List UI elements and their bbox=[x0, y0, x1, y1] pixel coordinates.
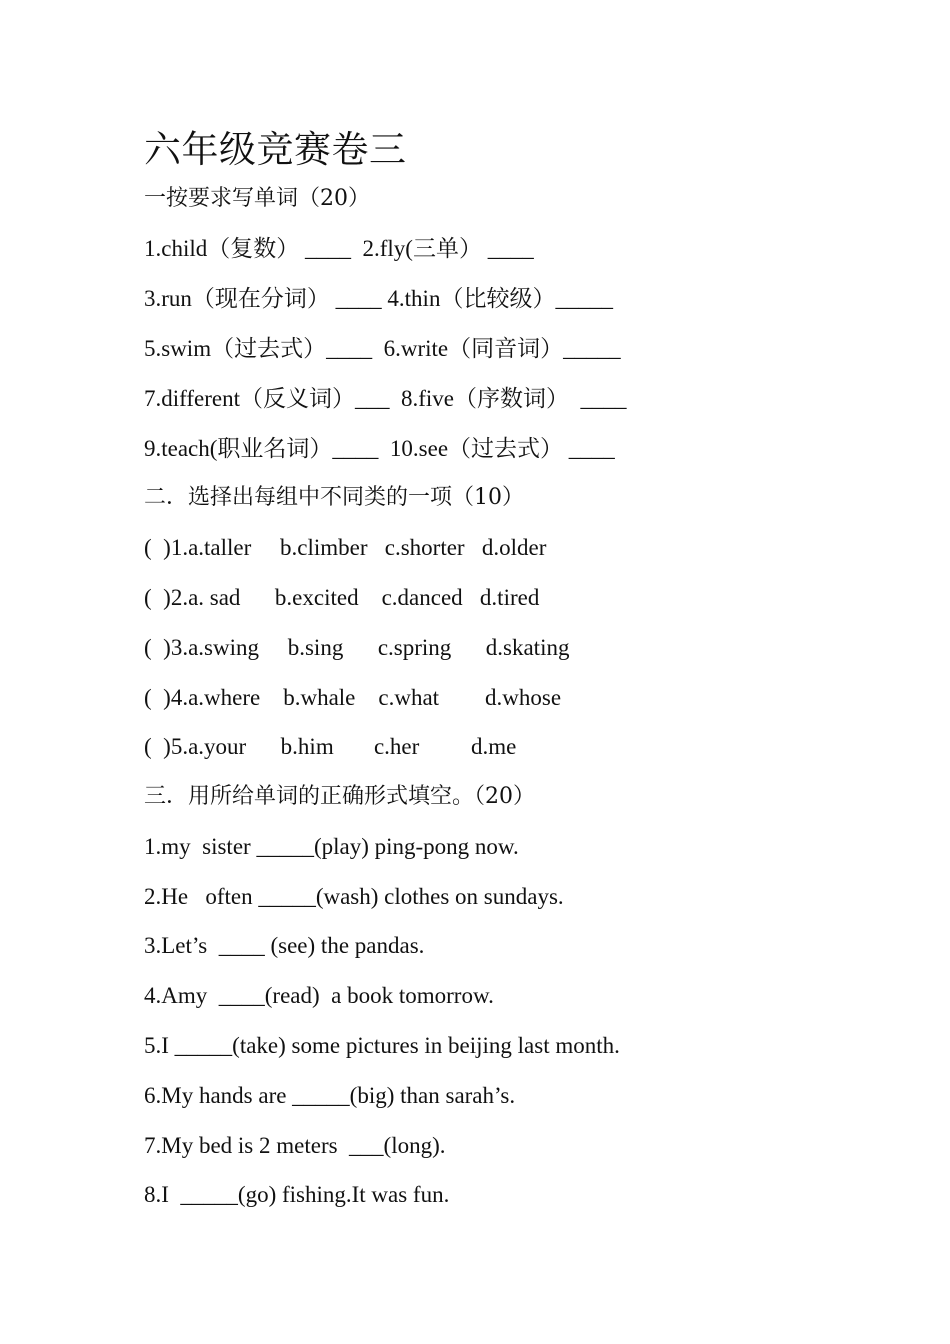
section-2-question-5: ( )5.a.your b.him c.her d.me bbox=[144, 734, 517, 759]
section-2-question-4: ( )4.a.where b.whale c.what d.whose bbox=[144, 685, 562, 710]
section-1-question-2: 3.run（现在分词） ____ 4.thin（比较级）_____ bbox=[144, 286, 613, 311]
section-3-question-6: 6.My hands are _____(big) than sarah’s. bbox=[144, 1083, 516, 1108]
section-2-question-2: ( )2.a. sad b.excited c.danced d.tired bbox=[144, 585, 540, 610]
section-1-question-4: 7.different（反义词）___ 8.five（序数词） ____ bbox=[144, 386, 627, 411]
section-3-question-8: 8.I _____(go) fishing.It was fun. bbox=[144, 1182, 450, 1207]
page-title: 六年级竞赛卷三 bbox=[144, 128, 407, 171]
section-3-question-1: 1.my sister _____(play) ping-pong now. bbox=[144, 834, 519, 859]
section-2-question-1: ( )1.a.taller b.climber c.shorter d.older bbox=[144, 535, 547, 560]
section-2-question-3: ( )3.a.swing b.sing c.spring d.skating bbox=[144, 635, 570, 660]
section-3-question-3: 3.Let’s ____ (see) the pandas. bbox=[144, 933, 425, 958]
section-3-question-7: 7.My bed is 2 meters ___(long). bbox=[144, 1133, 446, 1158]
section-1-question-1: 1.child（复数） ____ 2.fly(三单） ____ bbox=[144, 236, 534, 261]
section-1-question-5: 9.teach(职业名词）____ 10.see（过去式） ____ bbox=[144, 436, 615, 461]
section-1-question-3: 5.swim（过去式）____ 6.write（同音词）_____ bbox=[144, 336, 621, 361]
section-1-heading: 一按要求写单词（20） bbox=[144, 186, 370, 211]
section-3-question-2: 2.He often _____(wash) clothes on sundays. bbox=[144, 884, 564, 909]
section-3-question-4: 4.Amy ____(read) a book tomorrow. bbox=[144, 983, 494, 1008]
section-2-heading: 二．选择出每组中不同类的一项（10） bbox=[144, 485, 524, 510]
section-3-heading: 三．用所给单词的正确形式填空。（20） bbox=[144, 784, 535, 809]
section-3-question-5: 5.I _____(take) some pictures in beijing last month. bbox=[144, 1033, 620, 1058]
